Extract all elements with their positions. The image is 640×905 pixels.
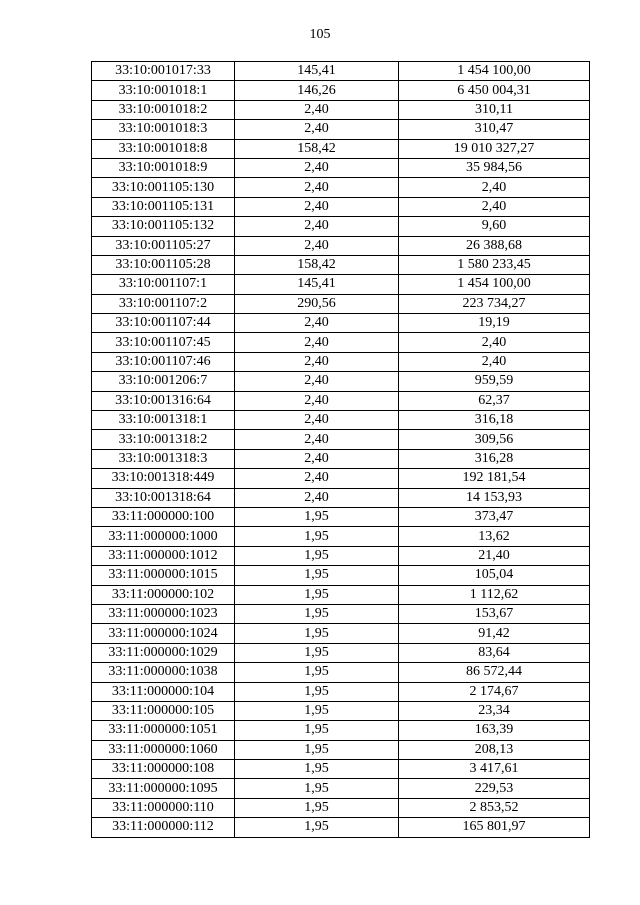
- value-cell: 91,42: [399, 624, 590, 643]
- rate-cell: 1,95: [235, 546, 399, 565]
- table-row: [92, 255, 590, 274]
- rate-cell: 1,95: [235, 507, 399, 526]
- value-cell: 35 984,56: [399, 158, 590, 177]
- value-cell: 21,40: [399, 546, 590, 565]
- value-cell: 163,39: [399, 721, 590, 740]
- cadastral-number-cell: 33:10:001107:44: [92, 314, 235, 333]
- cadastral-number-cell: 33:10:001018:2: [92, 100, 235, 119]
- cadastral-number-cell: 33:11:000000:108: [92, 760, 235, 779]
- table-row: [92, 721, 590, 740]
- value-cell: 14 153,93: [399, 488, 590, 507]
- table-row: [92, 585, 590, 604]
- rate-cell: 158,42: [235, 139, 399, 158]
- rate-cell: 2,40: [235, 120, 399, 139]
- value-cell: 86 572,44: [399, 663, 590, 682]
- table-row: [92, 139, 590, 158]
- table-row: [92, 197, 590, 216]
- page-number: 105: [309, 27, 331, 42]
- cadastral-number-cell: 33:10:001018:1: [92, 81, 235, 100]
- rate-cell: 2,40: [235, 391, 399, 410]
- table-row: [92, 217, 590, 236]
- value-cell: 2 853,52: [399, 798, 590, 817]
- value-cell: 316,18: [399, 411, 590, 430]
- table-row: [92, 469, 590, 488]
- cadastral-number-cell: 33:10:001105:131: [92, 197, 235, 216]
- rate-cell: 1,95: [235, 643, 399, 662]
- cadastral-number-cell: 33:11:000000:1000: [92, 527, 235, 546]
- cadastral-number-cell: 33:10:001318:3: [92, 449, 235, 468]
- cadastral-number-cell: 33:11:000000:1023: [92, 604, 235, 623]
- table-row: [92, 643, 590, 662]
- table-body: [92, 62, 590, 838]
- table-row: [92, 546, 590, 565]
- cadastral-number-cell: 33:10:001316:64: [92, 391, 235, 410]
- rate-cell: 2,40: [235, 352, 399, 371]
- table-row: [92, 294, 590, 313]
- value-cell: 2 174,67: [399, 682, 590, 701]
- cadastral-number-cell: 33:10:001318:2: [92, 430, 235, 449]
- rate-cell: 2,40: [235, 449, 399, 468]
- value-cell: 13,62: [399, 527, 590, 546]
- cadastral-number-cell: 33:10:001107:45: [92, 333, 235, 352]
- cadastral-number-cell: 33:10:001107:46: [92, 352, 235, 371]
- cadastral-number-cell: 33:11:000000:1015: [92, 566, 235, 585]
- rate-cell: 145,41: [235, 62, 399, 81]
- value-cell: 316,28: [399, 449, 590, 468]
- rate-cell: 2,40: [235, 236, 399, 255]
- value-cell: 2,40: [399, 352, 590, 371]
- rate-cell: 2,40: [235, 100, 399, 119]
- table-row: [92, 604, 590, 623]
- value-cell: 373,47: [399, 507, 590, 526]
- value-cell: 6 450 004,31: [399, 81, 590, 100]
- value-cell: 23,34: [399, 701, 590, 720]
- table-row: [92, 411, 590, 430]
- rate-cell: 145,41: [235, 275, 399, 294]
- cadastral-number-cell: 33:10:001018:8: [92, 139, 235, 158]
- table-row: [92, 740, 590, 759]
- value-cell: 83,64: [399, 643, 590, 662]
- value-cell: 2,40: [399, 178, 590, 197]
- value-cell: 165 801,97: [399, 818, 590, 837]
- cadastral-number-cell: 33:11:000000:1012: [92, 546, 235, 565]
- table-row: [92, 507, 590, 526]
- cadastral-number-cell: 33:11:000000:1024: [92, 624, 235, 643]
- rate-cell: 290,56: [235, 294, 399, 313]
- rate-cell: 2,40: [235, 430, 399, 449]
- value-cell: 208,13: [399, 740, 590, 759]
- rate-cell: 1,95: [235, 818, 399, 837]
- cadastral-number-cell: 33:11:000000:1095: [92, 779, 235, 798]
- cadastral-number-cell: 33:10:001107:2: [92, 294, 235, 313]
- cadastral-number-cell: 33:10:001318:449: [92, 469, 235, 488]
- table-row: [92, 682, 590, 701]
- cadastral-number-cell: 33:11:000000:1051: [92, 721, 235, 740]
- rate-cell: 2,40: [235, 333, 399, 352]
- rate-cell: 1,95: [235, 682, 399, 701]
- table-row: [92, 701, 590, 720]
- rate-cell: 2,40: [235, 469, 399, 488]
- table-row: [92, 779, 590, 798]
- rate-cell: 2,40: [235, 314, 399, 333]
- cadastral-value-table: [91, 61, 590, 838]
- rate-cell: 2,40: [235, 217, 399, 236]
- value-cell: 309,56: [399, 430, 590, 449]
- table-row: [92, 314, 590, 333]
- cadastral-number-cell: 33:10:001018:3: [92, 120, 235, 139]
- cadastral-number-cell: 33:10:001206:7: [92, 372, 235, 391]
- table-row: [92, 275, 590, 294]
- value-cell: 959,59: [399, 372, 590, 391]
- cadastral-number-cell: 33:10:001017:33: [92, 62, 235, 81]
- rate-cell: 1,95: [235, 566, 399, 585]
- cadastral-number-cell: 33:10:001318:1: [92, 411, 235, 430]
- table-row: [92, 62, 590, 81]
- table-row: [92, 100, 590, 119]
- table-row: [92, 178, 590, 197]
- cadastral-number-cell: 33:11:000000:105: [92, 701, 235, 720]
- rate-cell: 1,95: [235, 701, 399, 720]
- table-row: [92, 81, 590, 100]
- table-row: [92, 798, 590, 817]
- cadastral-number-cell: 33:10:001105:27: [92, 236, 235, 255]
- value-cell: 1 454 100,00: [399, 62, 590, 81]
- value-cell: 1 454 100,00: [399, 275, 590, 294]
- value-cell: 2,40: [399, 333, 590, 352]
- rate-cell: 1,95: [235, 798, 399, 817]
- cadastral-number-cell: 33:10:001107:1: [92, 275, 235, 294]
- cadastral-number-cell: 33:11:000000:1029: [92, 643, 235, 662]
- rate-cell: 1,95: [235, 721, 399, 740]
- rate-cell: 2,40: [235, 372, 399, 391]
- value-cell: 310,47: [399, 120, 590, 139]
- value-cell: 192 181,54: [399, 469, 590, 488]
- cadastral-number-cell: 33:11:000000:110: [92, 798, 235, 817]
- rate-cell: 1,95: [235, 760, 399, 779]
- cadastral-number-cell: 33:10:001105:132: [92, 217, 235, 236]
- table-row: [92, 663, 590, 682]
- cadastral-number-cell: 33:11:000000:100: [92, 507, 235, 526]
- rate-cell: 1,95: [235, 779, 399, 798]
- cadastral-number-cell: 33:10:001018:9: [92, 158, 235, 177]
- rate-cell: 2,40: [235, 197, 399, 216]
- table-row: [92, 391, 590, 410]
- rate-cell: 1,95: [235, 740, 399, 759]
- rate-cell: 146,26: [235, 81, 399, 100]
- value-cell: 310,11: [399, 100, 590, 119]
- cadastral-number-cell: 33:10:001105:28: [92, 255, 235, 274]
- rate-cell: 2,40: [235, 178, 399, 197]
- table-row: [92, 624, 590, 643]
- table-row: [92, 120, 590, 139]
- table-row: [92, 352, 590, 371]
- rate-cell: 1,95: [235, 585, 399, 604]
- table-row: [92, 488, 590, 507]
- value-cell: 62,37: [399, 391, 590, 410]
- value-cell: 229,53: [399, 779, 590, 798]
- rate-cell: 1,95: [235, 527, 399, 546]
- cadastral-number-cell: 33:11:000000:112: [92, 818, 235, 837]
- value-cell: 153,67: [399, 604, 590, 623]
- value-cell: 223 734,27: [399, 294, 590, 313]
- cadastral-number-cell: 33:10:001105:130: [92, 178, 235, 197]
- rate-cell: 2,40: [235, 488, 399, 507]
- table-row: [92, 430, 590, 449]
- value-cell: 3 417,61: [399, 760, 590, 779]
- cadastral-number-cell: 33:11:000000:102: [92, 585, 235, 604]
- value-cell: 19,19: [399, 314, 590, 333]
- value-cell: 105,04: [399, 566, 590, 585]
- cadastral-number-cell: 33:10:001318:64: [92, 488, 235, 507]
- cadastral-number-cell: 33:11:000000:104: [92, 682, 235, 701]
- table-row: [92, 449, 590, 468]
- table-row: [92, 527, 590, 546]
- table-row: [92, 333, 590, 352]
- table-row: [92, 818, 590, 837]
- value-cell: 1 580 233,45: [399, 255, 590, 274]
- value-cell: 2,40: [399, 197, 590, 216]
- value-cell: 9,60: [399, 217, 590, 236]
- table-row: [92, 372, 590, 391]
- rate-cell: 1,95: [235, 663, 399, 682]
- table-row: [92, 566, 590, 585]
- cadastral-number-cell: 33:11:000000:1038: [92, 663, 235, 682]
- table-row: [92, 158, 590, 177]
- rate-cell: 1,95: [235, 624, 399, 643]
- value-cell: 19 010 327,27: [399, 139, 590, 158]
- table-row: [92, 236, 590, 255]
- cadastral-number-cell: 33:11:000000:1060: [92, 740, 235, 759]
- value-cell: 1 112,62: [399, 585, 590, 604]
- rate-cell: 1,95: [235, 604, 399, 623]
- value-cell: 26 388,68: [399, 236, 590, 255]
- rate-cell: 158,42: [235, 255, 399, 274]
- table-row: [92, 760, 590, 779]
- rate-cell: 2,40: [235, 411, 399, 430]
- rate-cell: 2,40: [235, 158, 399, 177]
